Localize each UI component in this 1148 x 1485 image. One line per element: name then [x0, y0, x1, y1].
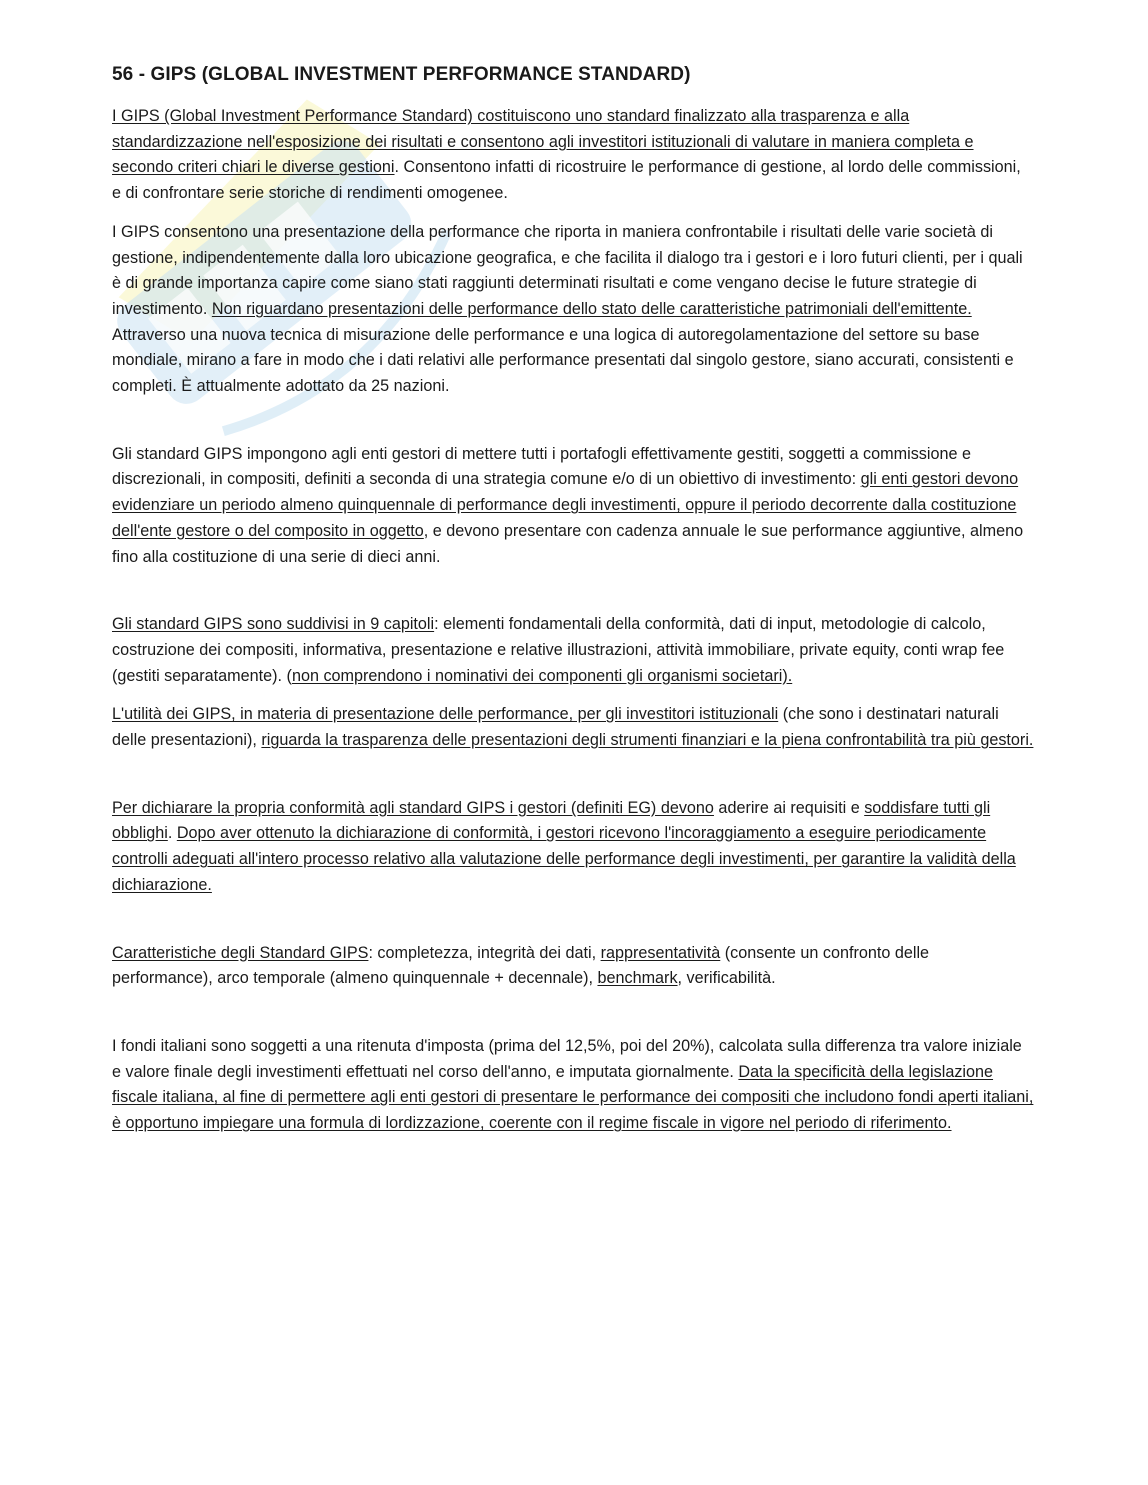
underlined-text: benchmark	[597, 969, 678, 988]
underlined-text: Gli standard GIPS sono suddivisi in 9 capitoli	[112, 615, 435, 634]
paragraph-presentation: I GIPS consentono una presentazione della performance che riporta in maniera confrontabile i risultati delle varie società di gestione, indipendentemente dalla loro ubicazione geografica, e che facilita il dialogo tra i gestori e i loro futuri clienti, per i quali è di grande importanza capire come siano stati raggiunti determinati risultati e come vengano decise le future strategie di investimento. Non riguardano presentazioni delle performance dello stato delle caratteristiche patrimoniali dell'emittente. Attraverso una nuova tecnica di misurazione delle performance e una logica di autoregolamentazione del settore su base mondiale, mirano a fare in modo che i dati relativi alle performance presentati dal singolo gestore, siano accurati, consistenti e completi. È attualmente adottato da 25 nazioni.	[112, 222, 1023, 396]
paragraph-chapters: Gli standard GIPS sono suddivisi in 9 capitoli: elementi fondamentali della conformità, dati di input, metodologie di calcolo, costruzione dei compositi, informativa, presentazione e relative illustrazioni, attività immobiliare, private equity, conti wrap fee (gestiti separatamente). (non comprendono i nominativi dei componenti gli organismi societari).	[112, 615, 1005, 685]
paragraph-utility: L'utilità dei GIPS, in materia di presentazione delle performance, per gli investitori istituzionali (che sono i destinatari naturali delle presentazioni), riguarda la trasparenza delle presentazioni degli strumenti finanziari e la piena confrontabilità tra più gestori.	[112, 705, 1034, 750]
paragraph-requirements: Gli standard GIPS impongono agli enti gestori di mettere tutti i portafogli effettivamente gestiti, soggetti a commissione e discrezionali, in compositi, definiti a seconda di una strategia comune e/o di un obiettivo di investimento: gli enti gestori devono evidenziare un periodo almeno quinquennale di performance degli investimenti, oppure il periodo decorrente dalla costituzione dell'ente gestore o del composito in oggetto, e devono presentare con cadenza annuale le sue performance aggiuntive, almeno fino alla costituzione di una serie di dieci anni.	[112, 444, 1024, 566]
underlined-text: rappresentatività	[600, 943, 721, 962]
underlined-text: Dopo aver ottenuto la dichiarazione di conformità, i gestori ricevono l'incoraggiamento a eseguire periodicamente controlli adeguati all'intero processo relativo alla valutazione delle performance degli investimenti, per garantire la validità della dichiarazione.	[112, 824, 1016, 894]
underlined-text: Non riguardano presentazioni delle performance dello stato delle caratteristiche patrimoniali dell'emittente.	[211, 299, 972, 318]
underlined-text: riguarda la trasparenza delle presentazioni degli strumenti finanziari e la piena confrontabilità tra più gestori.	[261, 731, 1034, 750]
underlined-text: Data la specificità della legislazione fiscale italiana, al fine di permettere agli enti gestori di presentare le performance dei compositi che includono fondi aperti italiani, è opportuno impiegare una formula di lordizzazione, coerente con il regime fiscale in vigore nel periodo di riferimento.	[112, 1062, 1034, 1133]
underlined-text: Per dichiarare la propria conformità agli standard GIPS i gestori (definiti EG) devono	[112, 798, 714, 817]
document-page	[112, 62, 1034, 1150]
underlined-text: non comprendono i nominativi dei componenti gli organismi societari).	[291, 666, 793, 685]
underlined-text: I GIPS (Global Investment Performance Standard) costituiscono uno standard finalizzato alla trasparenza e alla standardizzazione nell'esposizione dei risultati e consentono agli investitori istituzionali di valutare in maniera completa e secondo criteri chiari le diverse gestioni	[112, 107, 974, 177]
paragraph-italian-funds: I fondi italiani sono soggetti a una ritenuta d'imposta (prima del 12,5%, poi del 20%), calcolata sulla differenza tra valore iniziale e valore finale degli investimenti effettuati nel corso dell'anno, e imputata giornalmente. Data la specificità della legislazione fiscale italiana, al fine di permettere agli enti gestori di presentare le performance dei compositi che includono fondi aperti italiani, è opportuno impiegare una formula di lordizzazione, coerente con il regime fiscale in vigore nel periodo di riferimento.	[112, 1036, 1034, 1133]
underlined-text: gli enti gestori devono evidenziare un periodo almeno quinquennale di performance degli investimenti, oppure il periodo decorrente dalla costituzione dell'ente gestore o del composito in oggetto	[112, 470, 1019, 540]
underlined-text: Caratteristiche degli Standard GIPS	[112, 943, 369, 962]
paragraph-compliance: Per dichiarare la propria conformità agli standard GIPS i gestori (definiti EG) devono aderire ai requisiti e soddisfare tutti gli obblighi. Dopo aver ottenuto la dichiarazione di conformità, i gestori ricevono l'incoraggiamento a eseguire periodicamente controlli adeguati all'intero processo relativo alla valutazione delle performance degli investimenti, per garantire la validità della dichiarazione.	[112, 798, 1016, 894]
paragraph-intro: I GIPS (Global Investment Performance Standard) costituiscono uno standard finalizzato alla trasparenza e alla standardizzazione nell'esposizione dei risultati e consentono agli investitori istituzionali di valutare in maniera completa e secondo criteri chiari le diverse gestioni. Consentono infatti di ricostruire le performance di gestione, al lordo delle commissioni, e di confrontare serie storiche di rendimenti omogenee.	[112, 107, 1021, 203]
underlined-text: L'utilità dei GIPS, in materia di presentazione delle performance, per gli investitori istituzionali	[112, 705, 779, 724]
page-title: 56 - GIPS (GLOBAL INVESTMENT PERFORMANCE STANDARD)	[112, 64, 691, 85]
paragraph-characteristics: Caratteristiche degli Standard GIPS: completezza, integrità dei dati, rappresentatività (consente un confronto delle performance), arco temporale (almeno quinquennale + decennale), benchmark, verificabilità.	[112, 943, 930, 988]
underlined-text: soddisfare tutti gli obblighi	[112, 798, 991, 843]
